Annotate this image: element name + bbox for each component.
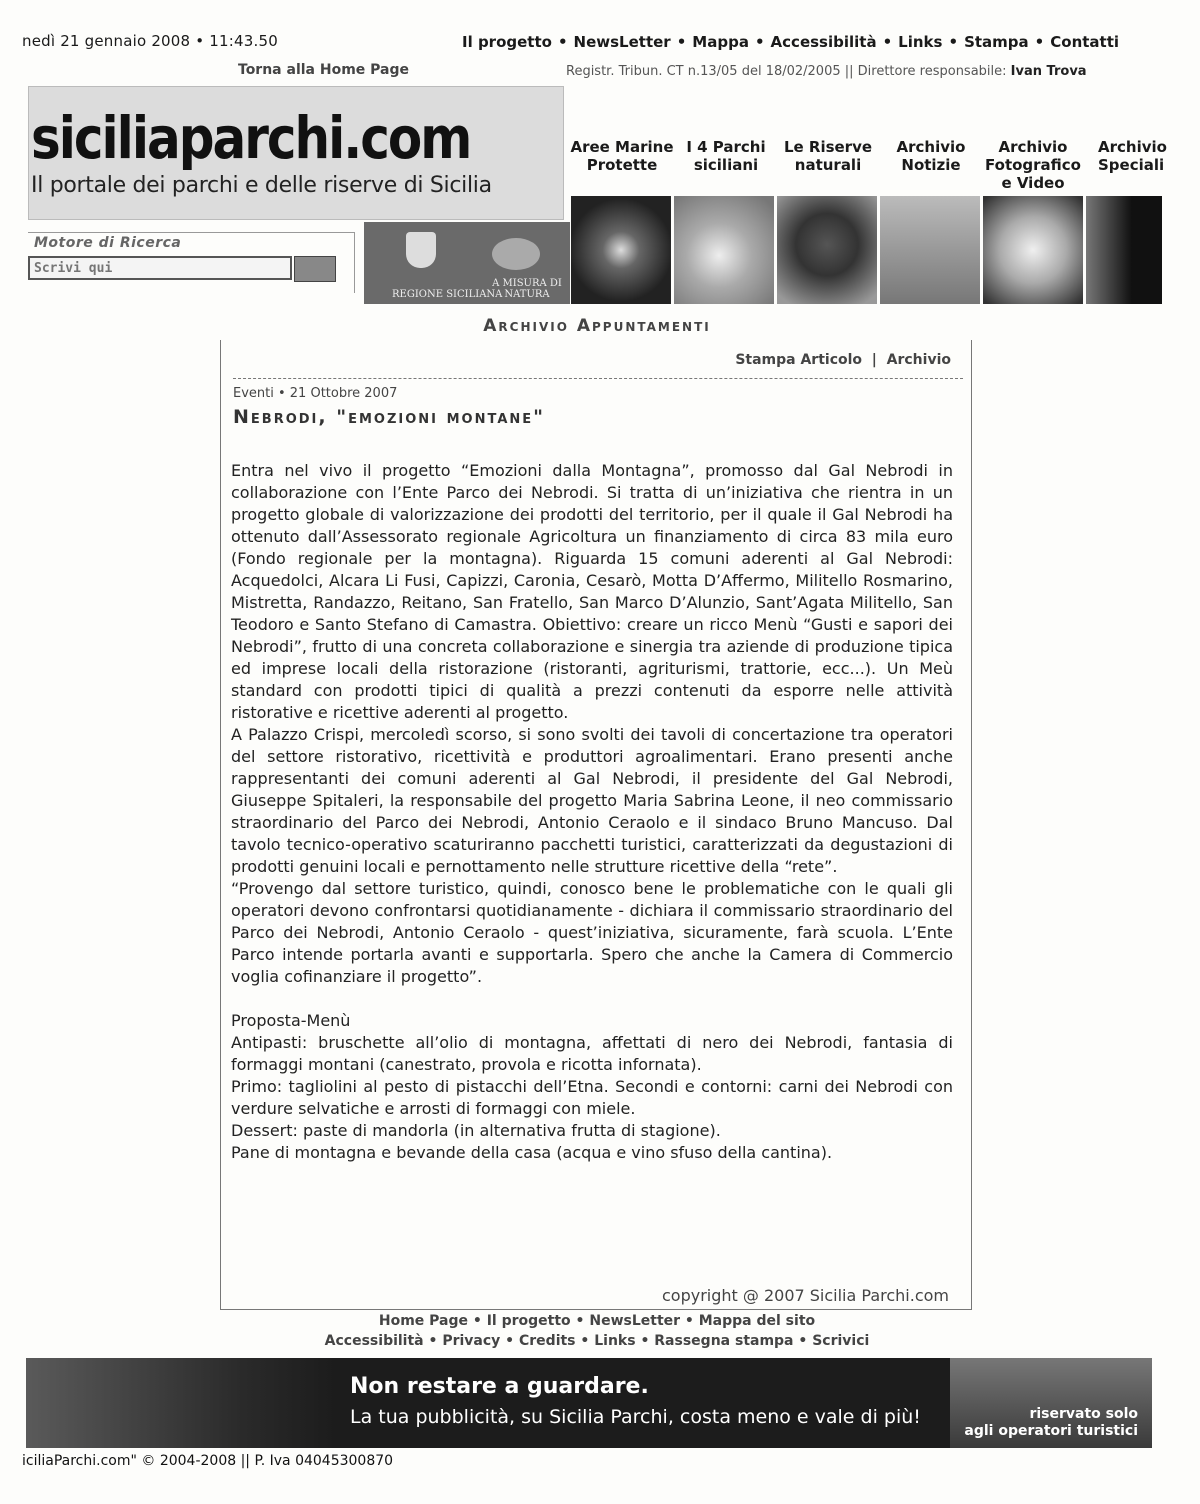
registration-info: Registr. Tribun. CT n.13/05 del 18/02/2005 || Direttore responsabile: Ivan Trova	[566, 64, 1087, 79]
misura-natura-label: A MISURA DI NATURA	[492, 278, 562, 300]
menu-pane: Pane di montagna e bevande della casa (acqua e vino sfuso della cantina).	[231, 1143, 833, 1162]
footer-accessibilita[interactable]: Accessibilità	[324, 1333, 424, 1349]
search-input[interactable]	[28, 256, 292, 280]
cat-riserve[interactable]: Le Riserve naturali	[783, 138, 873, 174]
cat-aree-marine[interactable]: Aree Marine Protette	[570, 138, 674, 174]
nav-stampa[interactable]: Stampa	[964, 33, 1029, 51]
footer-rassegna-stampa[interactable]: Rassegna stampa	[654, 1333, 794, 1349]
footer-il-progetto[interactable]: Il progetto	[486, 1313, 571, 1329]
regione-shield-icon	[406, 232, 436, 268]
advertising-banner[interactable]	[26, 1358, 1152, 1448]
date-time: nedì 21 gennaio 2008 • 11:43.50	[22, 32, 278, 50]
cat-parchi[interactable]: I 4 Parchi siciliani	[686, 138, 766, 174]
cat-archivio-speciali[interactable]: Archivio Speciali	[1098, 138, 1167, 174]
banner-text: La tua pubblicità, su Sicilia Parchi, costa meno e vale di più!	[350, 1406, 921, 1428]
footer-home-page[interactable]: Home Page	[378, 1313, 468, 1329]
bottom-copyright: iciliaParchi.com" © 2004-2008 || P. Iva 04045300870	[22, 1453, 394, 1469]
article-toolbar: Stampa Articolo | Archivio	[233, 340, 963, 379]
home-link[interactable]: Torna alla Home Page	[238, 62, 410, 78]
article-title: Nebrodi, "emozioni montane"	[233, 406, 546, 428]
menu-dessert: Dessert: paste di mandorla (in alternativa frutta di stagione).	[231, 1121, 721, 1140]
search-label: Motore di Ricerca	[34, 235, 182, 251]
regione-label: REGIONE SICILIANA	[392, 289, 503, 300]
footer-credits[interactable]: Credits	[519, 1333, 576, 1349]
regione-siciliana-banner[interactable]	[364, 222, 570, 304]
footer-nav-1: Home Page • Il progetto • NewsLetter • Mappa del sito	[378, 1313, 816, 1329]
footer-nav-2: Accessibilità • Privacy • Credits • Links • Rassegna stampa • Scrivici	[324, 1333, 870, 1349]
article-box	[220, 340, 972, 1310]
paragraph-2: A Palazzo Crispi, mercoledì scorso, si sono svolti dei tavoli di concertazione tra operatori del settore ristorativo, ricettività e produttori agroalimentari. Erano presenti anche rappresentanti dei comuni aderenti al Gal Nebrodi, il presidente del Gal Nebrodi, Giuseppe Spitaleri, la responsabile del progetto Maria Sabrina Leone, il neo commissario straordinario del Parco dei Nebrodi, Antonio Ceraolo e il sindaco Bruno Mancuso. Dal tavolo tecnico-operativo scaturiranno pacchetti turistici, caratterizzati da degustazioni di prodotti genuini locali e pernottamento nelle strutture ricettive della “rete”.	[231, 725, 953, 876]
thumb-fox[interactable]	[674, 196, 774, 304]
site-logo[interactable]	[28, 86, 564, 220]
misura-natura-logo-icon	[492, 238, 540, 270]
thumb-leaves[interactable]	[983, 196, 1083, 304]
thumb-sea-urchin[interactable]	[571, 196, 671, 304]
paragraph-3: “Provengo dal settore turistico, quindi, conosco bene le problematiche con le quali gli operatori devono confrontarsi quotidianamente - dichiara il commissario straordinario del Parco dei Nebrodi, Antonio Ceraolo - quest’iniziativa, sicuramente, farà scuola. L’Ente Parco intende portarla avanti e supportarla. Spero che anche la Camera di Commercio voglia cofinanziare il progetto”.	[231, 879, 953, 986]
nav-il-progetto[interactable]: Il progetto	[462, 33, 552, 51]
print-article-link[interactable]: Stampa Articolo	[735, 352, 863, 368]
owl-image	[26, 1358, 336, 1448]
search-button[interactable]	[294, 256, 336, 282]
nav-accessibilita[interactable]: Accessibilità	[770, 33, 877, 51]
nav-newsletter[interactable]: NewsLetter	[573, 33, 671, 51]
footer-mappa-sito[interactable]: Mappa del sito	[698, 1313, 816, 1329]
banner-reserved: riservato solo agli operatori turistici	[964, 1406, 1138, 1439]
category-thumbnails	[571, 196, 1171, 304]
nav-mappa[interactable]: Mappa	[692, 33, 749, 51]
archive-link[interactable]: Archivio	[886, 352, 951, 368]
logo-tagline: Il portale dei parchi e delle riserve di Sicilia	[31, 173, 492, 198]
menu-antipasti: Antipasti: bruschette all’olio di montagna, affettati di nero dei Nebrodi, fantasia di formaggi montani (canestrato, provola e ricotta infornata).	[231, 1033, 953, 1074]
footer-links[interactable]: Links	[594, 1333, 636, 1349]
archive-title: Archivio Appuntamenti	[483, 316, 711, 336]
banner-headline: Non restare a guardare.	[350, 1374, 649, 1399]
footer-newsletter[interactable]: NewsLetter	[589, 1313, 681, 1329]
article-meta: Eventi • 21 Ottobre 2007	[233, 386, 398, 401]
cat-archivio-notizie[interactable]: Archivio Notizie	[896, 138, 966, 174]
nav-links[interactable]: Links	[898, 33, 943, 51]
cat-archivio-fotografico[interactable]: Archivio Fotografico e Video	[985, 138, 1081, 192]
thumb-tree[interactable]	[777, 196, 877, 304]
article-body	[231, 460, 953, 1164]
menu-primo: Primo: tagliolini al pesto di pistacchi dell’Etna. Secondi e contorni: carni dei Nebrodi con verdure selvatiche e arrosti di formaggi con miele.	[231, 1077, 953, 1118]
menu-title: Proposta-Menù	[231, 1011, 351, 1030]
footer-scrivici[interactable]: Scrivici	[812, 1333, 870, 1349]
top-navigation: Il progetto • NewsLetter • Mappa • Accessibilità • Links • Stampa • Contatti	[462, 33, 1120, 51]
article-copyright: copyright @ 2007 Sicilia Parchi.com	[661, 1286, 949, 1305]
footer-privacy[interactable]: Privacy	[442, 1333, 501, 1349]
logo-name: siciliaparchi.com	[31, 105, 471, 172]
director-name: Ivan Trova	[1010, 64, 1087, 79]
search-box	[28, 232, 355, 293]
nav-contatti[interactable]: Contatti	[1050, 33, 1120, 51]
thumb-horse[interactable]	[1086, 196, 1162, 304]
paragraph-1: Entra nel vivo il progetto “Emozioni dalla Montagna”, promosso dal Gal Nebrodi in collaborazione con l’Ente Parco dei Nebrodi. Si tratta di un’iniziativa che rientra in un progetto globale di valorizzazione dei prodotti del territorio, per il quale il Gal Nebrodi ha ottenuto dall’Assessorato regionale Agricoltura un finanziamento di circa 83 mila euro (Fondo regionale per la montagna). Riguarda 15 comuni aderenti al Gal Nebrodi: Acquedolci, Alcara Li Fusi, Capizzi, Caronia, Cesarò, Motta D’Affermo, Militello Rosmarino, Mistretta, Randazzo, Reitano, San Fratello, San Marco D’Alunzio, Sant’Agata Militello, San Teodoro e Santo Stefano di Camastra. Obiettivo: creare un ricco Menù “Gusti e sapori dei Nebrodi”, frutto di una concreta collaborazione e sinergia tra aziende di produzione tipica ed imprese locali della ristorazione (ristoranti, agriturismi, trattorie, ecc...). Un Meù standard con prodotti tipici di qualità a prezzi contenuti da esporre nelle attività ristorative e ricettive aderenti al progetto.	[231, 461, 953, 722]
thumb-doorway[interactable]	[880, 196, 980, 304]
